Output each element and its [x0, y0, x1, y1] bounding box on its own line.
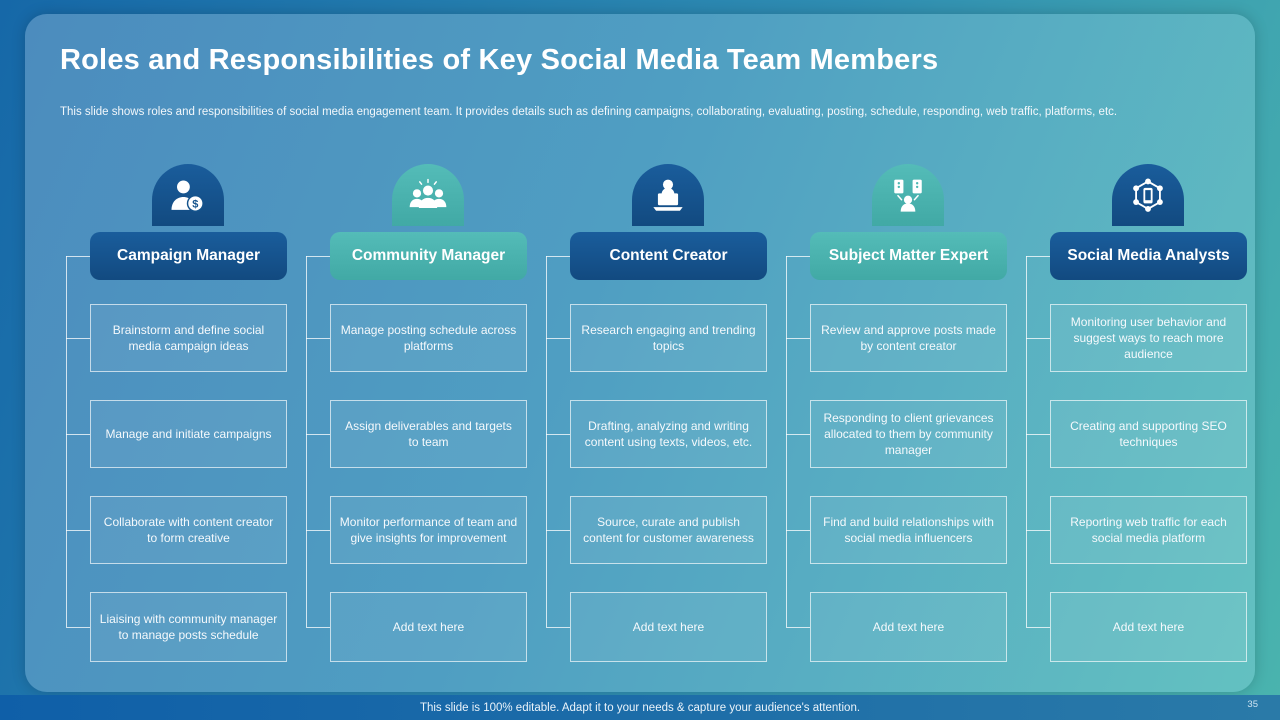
connector-stub — [546, 627, 570, 628]
role-header-label: Community Manager — [351, 247, 506, 265]
responsibility-box — [810, 400, 1007, 468]
role-header — [330, 232, 527, 280]
connector-stub — [306, 256, 330, 257]
responsibility-box — [330, 496, 527, 564]
responsibility-box — [90, 592, 287, 662]
responsibility-box — [1050, 304, 1247, 372]
column-community-manager — [306, 159, 527, 667]
responsibility-text: Add text here — [1112, 619, 1185, 634]
column-content-creator — [546, 159, 767, 667]
responsibility-text: Reporting web traffic for each social media platform — [1070, 514, 1227, 545]
role-header — [1050, 232, 1247, 280]
responsibility-text: Add text here — [632, 619, 705, 634]
people-group-icon — [406, 175, 450, 219]
column-subject-matter-expert — [786, 159, 1007, 667]
responsibility-box — [570, 496, 767, 564]
connector-stub — [786, 627, 810, 628]
connector-rail — [546, 256, 547, 627]
responsibility-text: Source, curate and publish content for customer awareness — [583, 514, 754, 545]
network-phone-icon — [1126, 175, 1170, 219]
responsibility-box — [810, 592, 1007, 662]
responsibility-text: Add text here — [872, 619, 945, 634]
slide — [25, 14, 1255, 692]
responsibility-text: Assign deliverables and targets to team — [345, 418, 512, 449]
responsibility-text: Responding to client grievances allocated to them by community manager — [823, 410, 994, 458]
connector-rail — [786, 256, 787, 627]
role-icon-badge — [632, 164, 704, 226]
connector-stub — [786, 338, 810, 339]
connector-stub — [1026, 627, 1050, 628]
role-header-label: Content Creator — [609, 247, 728, 265]
responsibility-box — [1050, 496, 1247, 564]
responsibility-box — [810, 304, 1007, 372]
connector-stub — [546, 434, 570, 435]
connector-stub — [306, 627, 330, 628]
connector-rail — [66, 256, 67, 627]
connector-stub — [786, 530, 810, 531]
connector-stub — [1026, 256, 1050, 257]
responsibility-text: Monitor performance of team and give insights for improvement — [339, 514, 518, 545]
role-icon-badge — [872, 164, 944, 226]
role-icon-badge — [1112, 164, 1184, 226]
responsibility-box — [90, 304, 287, 372]
role-header — [810, 232, 1007, 280]
connector-stub — [786, 256, 810, 257]
responsibility-text: Liaising with community manager to manage posts schedule — [99, 611, 278, 642]
role-header — [570, 232, 767, 280]
connector-stub — [1026, 434, 1050, 435]
responsibility-text: Monitoring user behavior and suggest ways to reach more audience — [1070, 314, 1227, 362]
responsibility-box — [90, 496, 287, 564]
role-header-label: Social Media Analysts — [1067, 247, 1230, 265]
page-number: 35 — [1247, 699, 1258, 710]
connector-stub — [546, 256, 570, 257]
responsibility-box — [1050, 400, 1247, 468]
page-title: Roles and Responsibilities of Key Social Media Team Members — [60, 44, 939, 76]
role-header-label: Subject Matter Expert — [828, 247, 989, 265]
role-icon-badge — [392, 164, 464, 226]
responsibility-text: Drafting, analyzing and writing content using texts, videos, etc. — [584, 418, 753, 449]
connector-stub — [306, 338, 330, 339]
connector-stub — [1026, 338, 1050, 339]
responsibility-box — [570, 592, 767, 662]
column-campaign-manager — [66, 159, 287, 667]
connector-stub — [546, 338, 570, 339]
responsibility-box — [810, 496, 1007, 564]
responsibility-text: Research engaging and trending topics — [581, 322, 756, 353]
responsibility-box — [570, 400, 767, 468]
svg-text:$: $ — [192, 198, 199, 211]
responsibility-text: Manage and initiate campaigns — [105, 426, 272, 441]
person-dollar-icon — [166, 175, 210, 219]
responsibility-box — [330, 304, 527, 372]
role-header-label: Campaign Manager — [117, 247, 260, 265]
responsibility-text: Add text here — [392, 619, 465, 634]
connector-stub — [66, 627, 90, 628]
connector-stub — [66, 256, 90, 257]
connector-stub — [66, 530, 90, 531]
responsibility-text: Review and approve posts made by content creator — [821, 322, 996, 353]
footer-note: This slide is 100% editable. Adapt it to your needs & capture your audience's attention. — [419, 701, 861, 714]
role-icon-badge — [152, 164, 224, 226]
responsibility-text: Creating and supporting SEO techniques — [1070, 418, 1227, 449]
person-laptop-icon — [646, 175, 690, 219]
responsibility-text: Collaborate with content creator to form creative — [103, 514, 274, 545]
connector-stub — [66, 434, 90, 435]
responsibility-text: Manage posting schedule across platforms — [340, 322, 517, 353]
responsibility-box — [330, 592, 527, 662]
responsibility-box — [570, 304, 767, 372]
footer-bar — [0, 695, 1280, 720]
connector-rail — [306, 256, 307, 627]
person-data-servers-icon — [886, 175, 930, 219]
connector-rail — [1026, 256, 1027, 627]
connector-stub — [1026, 530, 1050, 531]
connector-stub — [786, 434, 810, 435]
responsibility-box — [330, 400, 527, 468]
connector-stub — [546, 530, 570, 531]
connector-stub — [306, 530, 330, 531]
responsibility-text: Brainstorm and define social media campaign ideas — [112, 322, 265, 353]
slide-subtitle: This slide shows roles and responsibilities of social media engagement team. It provides details such as defining campaigns, collaborating, evaluating, posting, schedule, responding, web traffic, platforms, etc. — [60, 106, 1118, 118]
connector-stub — [306, 434, 330, 435]
responsibility-text: Find and build relationships with social media influencers — [823, 514, 994, 545]
responsibility-box — [1050, 592, 1247, 662]
responsibility-box — [90, 400, 287, 468]
column-social-media-analysts — [1026, 159, 1247, 667]
role-header — [90, 232, 287, 280]
connector-stub — [66, 338, 90, 339]
